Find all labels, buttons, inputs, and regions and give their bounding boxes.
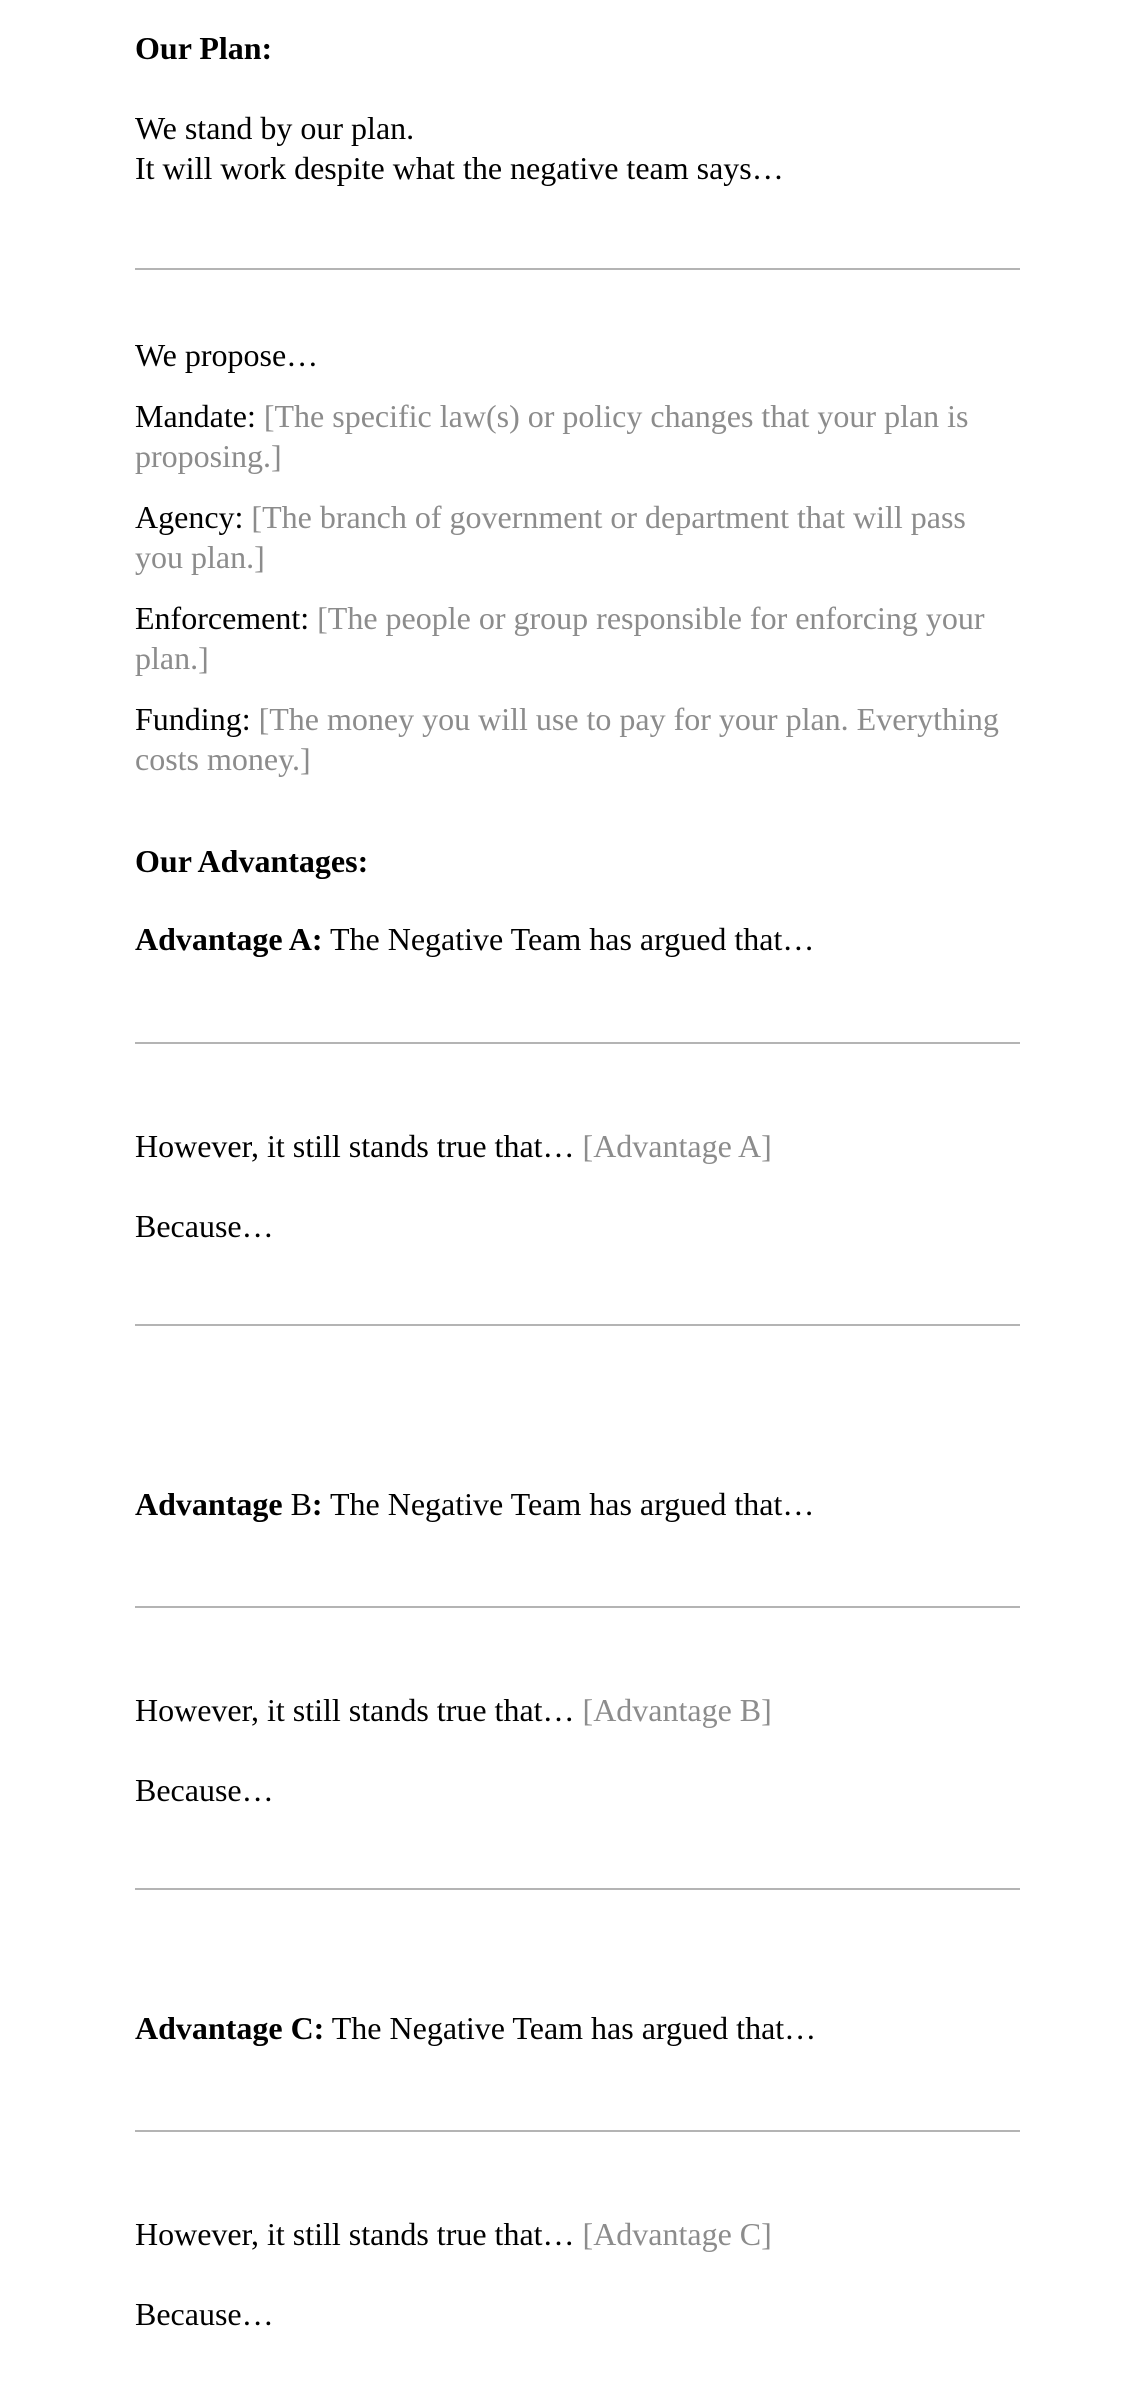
advantage-a-however-text: However, it still stands true that… xyxy=(135,1128,583,1164)
funding-label: Funding: xyxy=(135,701,251,737)
funding-hint: [The money you will use to pay for your plan. Everything costs money.] xyxy=(135,701,999,777)
advantage-b-argued-text: The Negative Team has argued that… xyxy=(322,1486,815,1522)
advantage-a-argued-line[interactable] xyxy=(135,1042,1020,1044)
enforcement-label: Enforcement: xyxy=(135,600,310,636)
advantage-b-hint: [Advantage B] xyxy=(582,1692,772,1728)
advantage-b-label-letter: B xyxy=(282,1486,312,1522)
mandate-hint: [The specific law(s) or policy changes that your plan is proposing.] xyxy=(135,398,969,474)
advantage-a-label: Advantage A: xyxy=(135,921,323,957)
advantage-c-argued-text: The Negative Team has argued that… xyxy=(324,2010,817,2046)
advantage-b-argued xyxy=(135,1484,814,1524)
advantage-b-label-colon: : xyxy=(311,1486,323,1522)
advantage-b-because: Because… xyxy=(135,1772,274,1808)
advantage-b-argued-line[interactable] xyxy=(135,1606,1020,1608)
plan-line-1: We stand by our plan. xyxy=(135,110,415,146)
advantage-c-however xyxy=(135,2214,772,2254)
plan-line-2: It will work despite what the negative team says… xyxy=(135,150,784,186)
advantage-b-however xyxy=(135,1690,772,1730)
proposal-agency xyxy=(135,497,1015,577)
plan-heading: Our Plan: xyxy=(135,30,273,66)
advantage-b-because-line[interactable] xyxy=(135,1888,1020,1890)
advantage-a-however xyxy=(135,1126,772,1166)
mandate-label: Mandate: xyxy=(135,398,256,434)
plan-answer-line[interactable] xyxy=(135,268,1020,270)
advantage-a-because-line[interactable] xyxy=(135,1324,1020,1326)
proposal-funding xyxy=(135,699,1015,779)
advantage-c-label: Advantage C: xyxy=(135,2010,325,2046)
advantage-a-argued xyxy=(135,919,814,959)
agency-label: Agency: xyxy=(135,499,244,535)
advantage-a-argued-text: The Negative Team has argued that… xyxy=(322,921,815,957)
advantage-c-argued-line[interactable] xyxy=(135,2130,1020,2132)
advantage-b-label-bold: Advantage xyxy=(135,1486,283,1522)
enforcement-hint: [The people or group responsible for enforcing your plan.] xyxy=(135,600,985,676)
proposal-enforcement xyxy=(135,598,1015,678)
advantage-c-because: Because… xyxy=(135,2296,274,2332)
advantage-c-argued xyxy=(135,2008,816,2048)
advantage-b-however-text: However, it still stands true that… xyxy=(135,1692,583,1728)
advantage-a-hint: [Advantage A] xyxy=(582,1128,772,1164)
proposal-intro: We propose… xyxy=(135,337,319,373)
advantage-c-however-text: However, it still stands true that… xyxy=(135,2216,583,2252)
advantage-a-because: Because… xyxy=(135,1208,274,1244)
advantages-heading: Our Advantages: xyxy=(135,843,369,879)
advantage-c-hint: [Advantage C] xyxy=(582,2216,772,2252)
agency-hint: [The branch of government or department that will pass you plan.] xyxy=(135,499,966,575)
proposal-mandate xyxy=(135,396,1015,476)
